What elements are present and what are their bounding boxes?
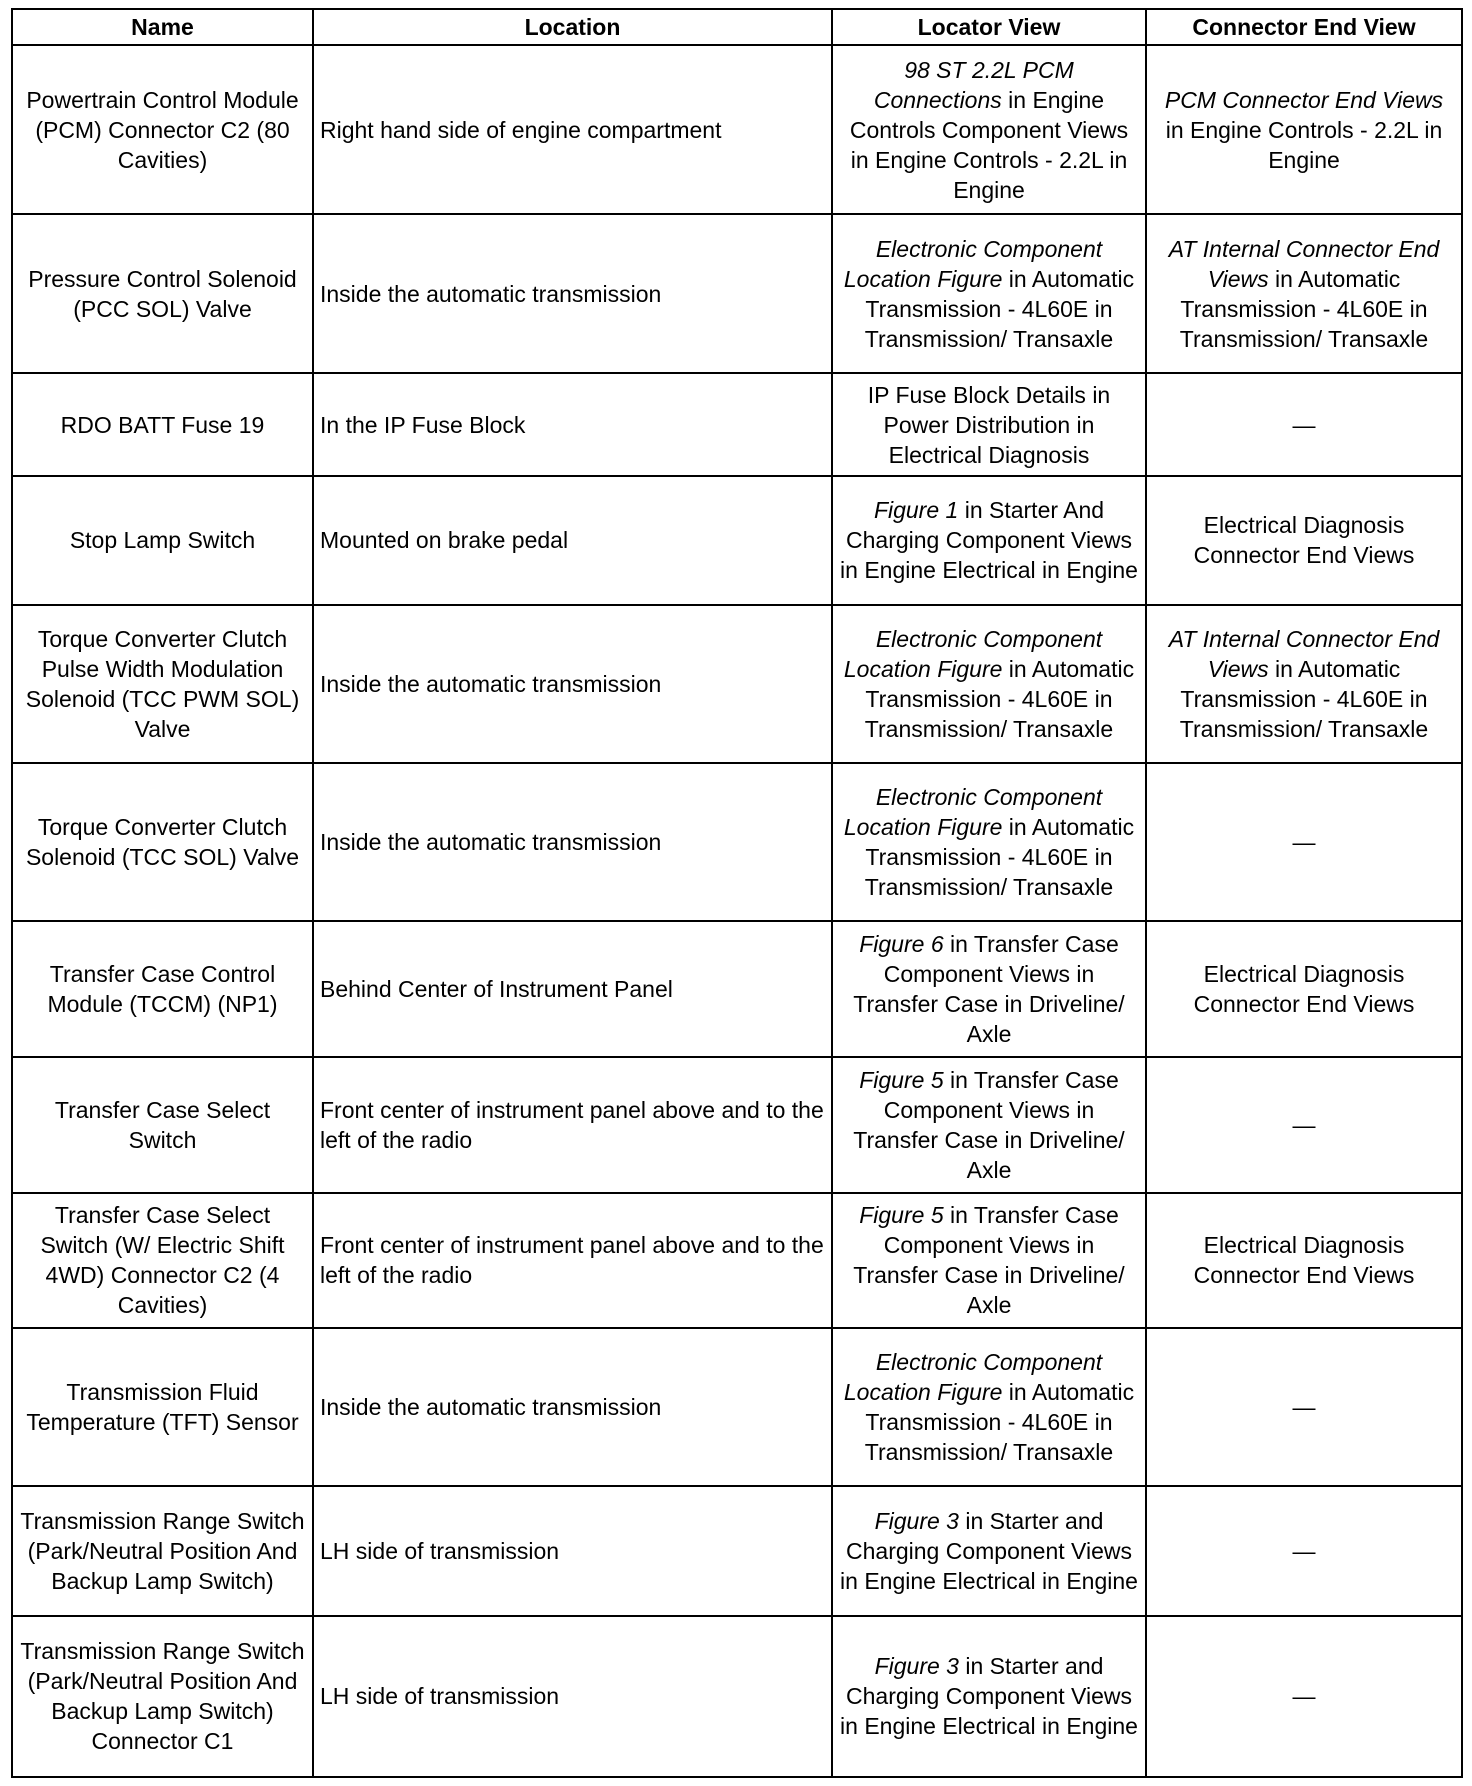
table-row [12, 763, 1462, 921]
cell-connector-end-view-text: Electrical Diagnosis Connector End Views [1193, 960, 1415, 1017]
cell-name: Transfer Case Control Module (TCCM) (NP1) [12, 921, 313, 1057]
cell-name: Transmission Fluid Temperature (TFT) Sensor [12, 1328, 313, 1486]
header-name: Name [12, 9, 313, 45]
cell-locator-view-text: in Automatic Transmission - 4L60E in Transmission/ Transaxle [864, 265, 1135, 352]
cell-locator-view-text: in Automatic Transmission - 4L60E in Transmission/ Transaxle [864, 655, 1135, 742]
cell-location: Inside the automatic transmission [313, 214, 832, 373]
cell-name: Torque Converter Clutch Solenoid (TCC SOL) Valve [12, 763, 313, 921]
cell-location: LH side of transmission [313, 1616, 832, 1778]
cell-connector-end-view [1146, 921, 1462, 1057]
cell-locator-view [832, 1616, 1146, 1778]
cell-connector-end-view-italic-ref: AT Internal Connector End Views [1168, 625, 1440, 682]
cell-locator-view [832, 1193, 1146, 1329]
cell-location: Inside the automatic transmission [313, 1328, 832, 1486]
cell-connector-end-view-text: — [1292, 828, 1316, 855]
cell-connector-end-view [1146, 605, 1462, 763]
cell-locator-view [832, 476, 1146, 605]
cell-location: Behind Center of Instrument Panel [313, 921, 832, 1057]
cell-connector-end-view-text: — [1292, 1683, 1316, 1710]
cell-locator-view [832, 373, 1146, 475]
cell-connector-end-view [1146, 1057, 1462, 1193]
cell-locator-view-italic-ref: Figure 3 [874, 1507, 959, 1534]
cell-connector-end-view [1146, 45, 1462, 214]
cell-locator-view-italic-ref: Figure 5 [859, 1202, 944, 1229]
table-row [12, 1486, 1462, 1615]
cell-name: Powertrain Control Module (PCM) Connector C2 (80 Cavities) [12, 45, 313, 214]
cell-connector-end-view-text: — [1292, 1111, 1316, 1138]
cell-locator-view [832, 1486, 1146, 1615]
cell-location: Mounted on brake pedal [313, 476, 832, 605]
table-row [12, 373, 1462, 475]
cell-location: Inside the automatic transmission [313, 605, 832, 763]
cell-locator-view-text: in Automatic Transmission - 4L60E in Transmission/ Transaxle [864, 813, 1135, 900]
cell-locator-view-italic-ref: Electronic Component Location Figure [843, 625, 1103, 682]
component-locator-table [11, 8, 1463, 1778]
cell-locator-view-text: in Transfer Case Component Views in Transfer Case in Driveline/ Axle [853, 1202, 1125, 1319]
cell-name: Transmission Range Switch (Park/Neutral Position And Backup Lamp Switch) [12, 1486, 313, 1615]
cell-connector-end-view-text: — [1292, 411, 1316, 438]
table-row [12, 605, 1462, 763]
table-row [12, 45, 1462, 214]
cell-location: Right hand side of engine compartment [313, 45, 832, 214]
table-row [12, 214, 1462, 373]
cell-connector-end-view [1146, 1328, 1462, 1486]
cell-locator-view-text: in Automatic Transmission - 4L60E in Transmission/ Transaxle [864, 1379, 1135, 1466]
table-row [12, 1193, 1462, 1329]
header-location: Location [313, 9, 832, 45]
cell-name: Torque Converter Clutch Pulse Width Modulation Solenoid (TCC PWM SOL) Valve [12, 605, 313, 763]
cell-connector-end-view-text: in Automatic Transmission - 4L60E in Transmission/ Transaxle [1179, 265, 1429, 352]
header-row [12, 9, 1462, 45]
cell-locator-view [832, 214, 1146, 373]
cell-name: Transfer Case Select Switch [12, 1057, 313, 1193]
cell-connector-end-view [1146, 1193, 1462, 1329]
cell-locator-view [832, 45, 1146, 214]
cell-locator-view [832, 921, 1146, 1057]
cell-locator-view-italic-ref: Figure 1 [873, 497, 959, 524]
cell-locator-view-text: in Starter And Charging Component Views in Engine Electrical in Engine [840, 497, 1138, 584]
cell-connector-end-view-text: Electrical Diagnosis Connector End Views [1193, 1232, 1415, 1289]
header-locator-view: Locator View [832, 9, 1146, 45]
cell-locator-view-italic-ref: Figure 6 [859, 930, 944, 957]
table-row [12, 1616, 1462, 1778]
table-row [12, 1328, 1462, 1486]
cell-locator-view-italic-ref: Electronic Component Location Figure [843, 1349, 1103, 1406]
cell-locator-view-text: IP Fuse Block Details in Power Distribution in Electrical Diagnosis [867, 381, 1111, 468]
cell-name: Transmission Range Switch (Park/Neutral Position And Backup Lamp Switch) Connector C1 [12, 1616, 313, 1778]
header-connector-end-view: Connector End View [1146, 9, 1462, 45]
cell-location: In the IP Fuse Block [313, 373, 832, 475]
cell-locator-view-italic-ref: Figure 5 [859, 1066, 944, 1093]
cell-locator-view-italic-ref: Figure 3 [874, 1653, 959, 1680]
cell-location: Front center of instrument panel above and to the left of the radio [313, 1057, 832, 1193]
cell-connector-end-view [1146, 373, 1462, 475]
cell-locator-view-text: in Starter and Charging Component Views in Engine Electrical in Engine [840, 1653, 1138, 1740]
component-locator-table-page [11, 8, 1461, 1778]
cell-locator-view-text: in Starter and Charging Component Views in Engine Electrical in Engine [840, 1507, 1138, 1594]
cell-locator-view-italic-ref: Electronic Component Location Figure [843, 235, 1103, 292]
cell-locator-view [832, 763, 1146, 921]
table-row [12, 921, 1462, 1057]
table-row [12, 1057, 1462, 1193]
cell-location: Inside the automatic transmission [313, 763, 832, 921]
cell-location: Front center of instrument panel above and to the left of the radio [313, 1193, 832, 1329]
cell-name: Transfer Case Select Switch (W/ Electric Shift 4WD) Connector C2 (4 Cavities) [12, 1193, 313, 1329]
cell-connector-end-view-italic-ref: PCM Connector End Views [1164, 86, 1444, 113]
cell-connector-end-view [1146, 1486, 1462, 1615]
cell-locator-view-text: in Engine Controls Component Views in Engine Controls - 2.2L in Engine [849, 86, 1129, 203]
cell-connector-end-view [1146, 214, 1462, 373]
cell-name: RDO BATT Fuse 19 [12, 373, 313, 475]
cell-connector-end-view [1146, 476, 1462, 605]
cell-locator-view-text: in Transfer Case Component Views in Transfer Case in Driveline/ Axle [853, 1066, 1125, 1183]
cell-locator-view [832, 1057, 1146, 1193]
cell-connector-end-view [1146, 763, 1462, 921]
cell-connector-end-view [1146, 1616, 1462, 1778]
cell-connector-end-view-text: — [1292, 1394, 1316, 1421]
cell-location: LH side of transmission [313, 1486, 832, 1615]
cell-locator-view-text: in Transfer Case Component Views in Transfer Case in Driveline/ Axle [853, 930, 1125, 1047]
cell-connector-end-view-text: in Automatic Transmission - 4L60E in Transmission/ Transaxle [1179, 655, 1429, 742]
table-row [12, 476, 1462, 605]
cell-locator-view-italic-ref: 98 ST 2.2L PCM Connections [873, 56, 1074, 113]
cell-connector-end-view-text: in Engine Controls - 2.2L in Engine [1165, 116, 1443, 173]
cell-name: Pressure Control Solenoid (PCC SOL) Valve [12, 214, 313, 373]
cell-locator-view [832, 605, 1146, 763]
cell-connector-end-view-text: — [1292, 1537, 1316, 1564]
table-body [12, 45, 1462, 1777]
cell-locator-view [832, 1328, 1146, 1486]
cell-name: Stop Lamp Switch [12, 476, 313, 605]
cell-connector-end-view-italic-ref: AT Internal Connector End Views [1168, 235, 1440, 292]
cell-locator-view-italic-ref: Electronic Component Location Figure [843, 783, 1103, 840]
cell-connector-end-view-text: Electrical Diagnosis Connector End Views [1193, 512, 1415, 569]
